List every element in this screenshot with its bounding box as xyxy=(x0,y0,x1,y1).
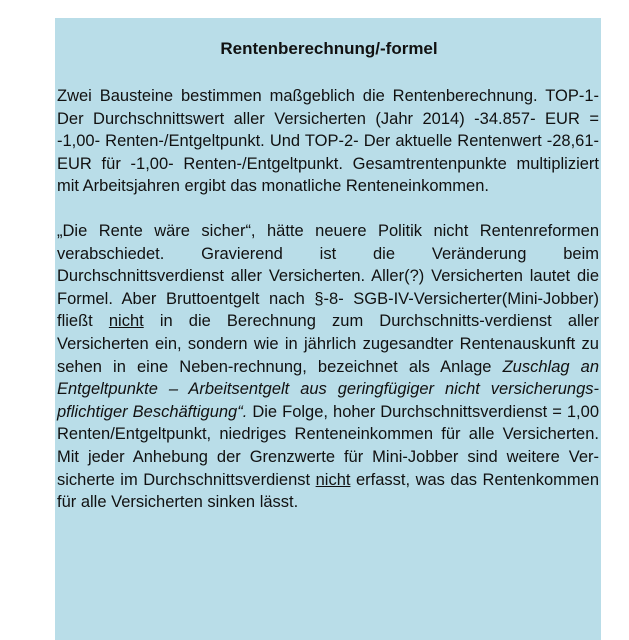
paragraph-rentenreform xyxy=(57,220,599,514)
paragraph-2-text-1: „Die Rente wäre sicher“, hätte neuere Politik nicht Rentenreformen verabschiedet. Gravierend ist die Veränderung beim Durchschnittsverdienst aller Versicherten. Aller(?) Versicherten lautet die Formel. Aber Bruttoentgelt nach §-8- SGB-IV-Versicherter(Mini-Jobber) fließt xyxy=(57,221,599,331)
text-box xyxy=(55,18,601,640)
paragraph-2-text-3: Die Folge, hoher Durchschnittsverdienst = 1,00 Renten/Entgeltpunkt, niedriges Renteneinkommen für alle Versicherten. Mit jeder Anhebung der Grenzwerte für Mini-Jobber sind weitere Ver-sicherte im Durchschnittsverdienst xyxy=(57,402,599,489)
paragraph-rentenberechnung: Zwei Bausteine bestimmen maßgeblich die Rentenberechnung. TOP-1- Der Durchschnittswert aller Versicherten (Jahr 2014) -34.857- EUR = -1,00- Renten-/Entgeltpunkt. Und TOP-2- Der aktuelle Rentenwert -28,61- EUR für -1,00- Renten-/Entgeltpunkt. Gesamtrentenpunkte multipliziert mit Arbeitsjahren ergibt das monatliche Renteneinkommen. xyxy=(57,87,599,196)
italic-anlage-title: Zuschlag an Entgeltpunkte – Arbeitsentgelt aus geringfügiger nicht versicherungs-pflichtiger Beschäftigung“. xyxy=(57,357,599,421)
underlined-nicht-2: nicht xyxy=(315,470,351,489)
document-title: Rentenberechnung/-formel xyxy=(220,39,438,58)
paragraph-2-text-4: erfasst, was das Rentenkommen für alle Versicherten sinken lässt. xyxy=(57,470,600,512)
paragraph-2-text-2: in die Berechnung zum Durchschnitts-verdienst aller Versicherten ein, sondern wie in jährlich zugesandter Rentenauskunft zu sehen in eine Neben-rechnung, bezeichnet als Anlage xyxy=(57,312,599,376)
underlined-nicht-1: nicht xyxy=(108,312,144,331)
